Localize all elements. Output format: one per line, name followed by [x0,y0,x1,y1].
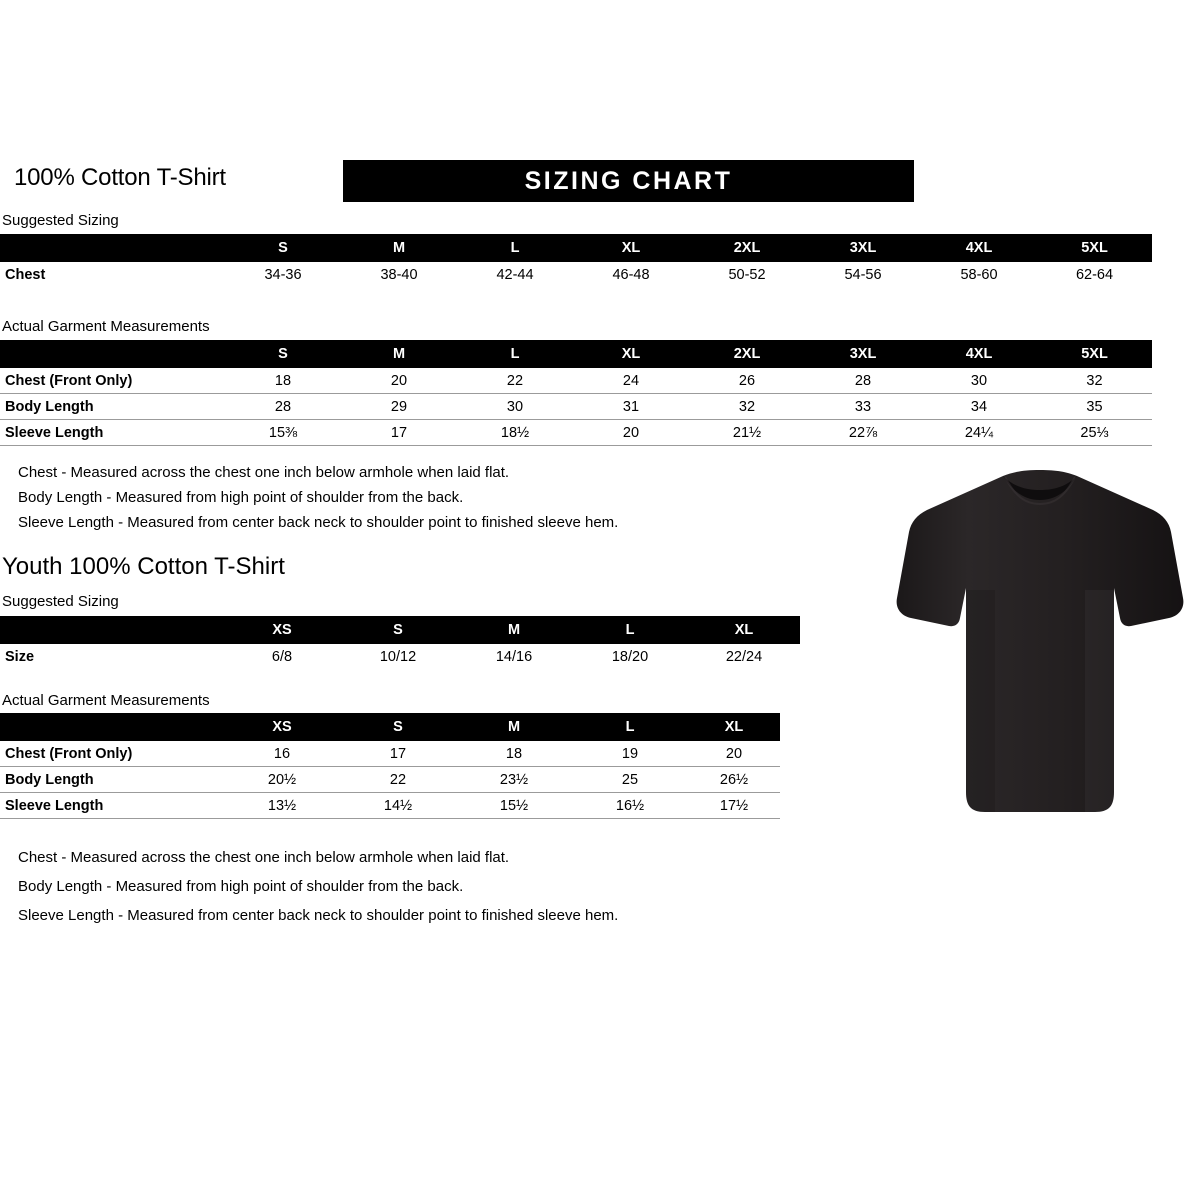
youth-actual-header-1: XS [224,713,340,741]
adult-actual-header-0 [0,340,225,368]
youth-actual-header-row [0,713,780,741]
adult-suggested-row-0-cell-1: 38-40 [380,266,418,283]
youth-actual-row-1-cell-1: 22 [340,767,456,793]
table-row [0,368,1152,394]
youth-suggested-row-0-label: Size [5,648,35,665]
tshirt-illustration [895,470,1185,815]
adult-actual-row-2-cell-0: 15⅜ [225,420,341,446]
youth-suggested-row-0-cell-2: 14/16 [495,648,533,665]
adult-suggested-header-7: 4XL [921,234,1037,262]
adult-actual-row-0-cell-2: 22 [457,368,573,394]
youth-actual-row-1-cell-4: 26½ [688,767,780,793]
youth-actual-row-1-cell-2: 23½ [456,767,572,793]
adult-actual-row-2-cell-5: 22⅞ [805,420,921,446]
adult-actual-header-5: 2XL [689,340,805,368]
youth-suggested-header-1: XS [224,616,340,644]
youth-actual-row-0-label: Chest (Front Only) [0,741,224,767]
adult-suggested-header-5: 2XL [689,234,805,262]
adult-suggested-header-1: S [225,234,341,262]
youth-actual-row-0-cell-2: 18 [456,741,572,767]
youth-actual-row-2-cell-1: 14½ [340,793,456,819]
adult-actual-row-2-cell-3: 20 [573,420,689,446]
youth-actual-header-4: L [572,713,688,741]
youth-actual-header-3: M [456,713,572,741]
youth-suggested-header-row [0,616,800,644]
adult-note-sleeve-length: Sleeve Length - Measured from center back neck to shoulder point to finished sleeve hem. [18,514,619,531]
youth-suggested-header-0 [0,616,224,644]
adult-suggested-header-3: L [457,234,573,262]
adult-actual-row-2-cell-6: 24¼ [921,420,1037,446]
adult-measurement-notes [18,460,618,535]
adult-actual-measurements-table [0,340,1152,446]
adult-actual-row-2-cell-2: 18½ [457,420,573,446]
youth-actual-row-1-cell-0: 20½ [224,767,340,793]
adult-suggested-row-0-cell-5: 54-56 [844,266,882,283]
adult-header [14,160,914,202]
adult-actual-row-1-cell-3: 31 [573,394,689,420]
adult-actual-row-1-cell-4: 32 [689,394,805,420]
youth-measurement-notes [18,843,618,930]
youth-note-body-length: Body Length - Measured from high point of shoulder from the back. [18,878,464,895]
youth-actual-header-2: S [340,713,456,741]
youth-note-chest: Chest - Measured across the chest one inch below armhole when laid flat. [18,849,510,866]
adult-suggested-row-0-cell-7: 62-64 [1075,266,1114,283]
adult-actual-row-2-cell-4: 21½ [689,420,805,446]
youth-actual-row-0-cell-1: 17 [340,741,456,767]
youth-actual-row-2-cell-0: 13½ [224,793,340,819]
youth-actual-header-5: XL [688,713,780,741]
youth-note-sleeve-length: Sleeve Length - Measured from center back neck to shoulder point to finished sleeve hem. [18,907,619,924]
youth-actual-row-2-cell-3: 16½ [572,793,688,819]
youth-suggested-row-0-cell-3: 18/20 [611,648,649,665]
sizing-chart-banner-label: SIZING CHART [524,166,733,195]
adult-suggested-sizing-label: Suggested Sizing [2,212,119,229]
adult-suggested-header-4: XL [573,234,689,262]
table-row [0,793,780,819]
youth-suggested-header-3: M [456,616,572,644]
adult-actual-row-2-cell-1: 17 [341,420,457,446]
youth-actual-row-2-cell-4: 17½ [688,793,780,819]
adult-actual-row-0-label: Chest (Front Only) [0,368,225,394]
adult-suggested-row-0-cell-3: 46-48 [612,266,650,283]
tshirt-icon [895,470,1185,815]
adult-suggested-header-8: 5XL [1037,234,1152,262]
adult-suggested-row-0-cell-6: 58-60 [960,266,998,283]
youth-suggested-row-0-cell-1: 10/12 [379,648,417,665]
adult-actual-row-0-cell-4: 26 [689,368,805,394]
youth-suggested-sizing-table [0,616,800,669]
adult-suggested-row-0-cell-2: 42-44 [496,266,534,283]
adult-suggested-header-6: 3XL [805,234,921,262]
table-row [0,741,780,767]
adult-actual-header-1: S [225,340,341,368]
youth-suggested-sizing-label: Suggested Sizing [2,593,119,610]
adult-actual-row-1-cell-7: 35 [1037,394,1152,420]
adult-actual-header-row [0,340,1152,368]
table-row [0,262,1152,287]
adult-actual-row-0-cell-7: 32 [1037,368,1152,394]
table-row [0,420,1152,446]
adult-actual-row-2-cell-7: 25⅓ [1037,420,1152,446]
youth-suggested-header-4: L [572,616,688,644]
adult-suggested-row-0-cell-0: 34-36 [264,266,302,283]
adult-actual-header-2: M [341,340,457,368]
adult-actual-header-4: XL [573,340,689,368]
sizing-chart-banner [343,160,914,202]
adult-section-title: 100% Cotton T-Shirt [14,164,226,191]
youth-section-title: Youth 100% Cotton T-Shirt [2,553,285,580]
adult-actual-row-0-cell-0: 18 [225,368,341,394]
adult-note-body-length: Body Length - Measured from high point of shoulder from the back. [18,489,464,506]
adult-actual-row-1-cell-6: 34 [921,394,1037,420]
adult-actual-header-7: 4XL [921,340,1037,368]
adult-suggested-header-2: M [341,234,457,262]
adult-suggested-header-row [0,234,1152,262]
adult-actual-row-0-cell-1: 20 [341,368,457,394]
adult-actual-row-2-label: Sleeve Length [0,420,225,446]
adult-actual-row-1-cell-2: 30 [457,394,573,420]
youth-suggested-header-5: XL [688,616,800,644]
table-row [0,767,780,793]
youth-actual-row-2-cell-2: 15½ [456,793,572,819]
adult-suggested-header-0 [0,234,225,262]
youth-actual-row-0-cell-3: 19 [572,741,688,767]
youth-suggested-row-0-cell-0: 6/8 [271,648,293,665]
adult-actual-row-1-cell-1: 29 [341,394,457,420]
youth-actual-row-0-cell-4: 20 [688,741,780,767]
youth-suggested-row-0-cell-4: 22/24 [725,648,763,665]
adult-actual-row-1-cell-0: 28 [225,394,341,420]
youth-suggested-header-2: S [340,616,456,644]
table-row [0,394,1152,420]
adult-actual-header-6: 3XL [805,340,921,368]
youth-actual-row-1-cell-3: 25 [572,767,688,793]
adult-actual-header-8: 5XL [1037,340,1152,368]
adult-suggested-row-0-label: Chest [5,266,46,283]
adult-suggested-row-0-cell-4: 50-52 [728,266,766,283]
youth-actual-measurements-label: Actual Garment Measurements [2,692,210,709]
adult-actual-measurements-label: Actual Garment Measurements [2,318,210,335]
adult-actual-row-0-cell-3: 24 [573,368,689,394]
youth-actual-measurements-table [0,713,780,819]
table-row [0,644,800,669]
adult-suggested-sizing-table [0,234,1152,287]
youth-actual-row-2-label: Sleeve Length [0,793,224,819]
adult-actual-header-3: L [457,340,573,368]
adult-note-chest: Chest - Measured across the chest one inch below armhole when laid flat. [18,464,510,481]
adult-actual-row-0-cell-6: 30 [921,368,1037,394]
youth-actual-row-1-label: Body Length [0,767,224,793]
youth-actual-row-0-cell-0: 16 [224,741,340,767]
adult-actual-row-0-cell-5: 28 [805,368,921,394]
adult-actual-row-1-label: Body Length [0,394,225,420]
adult-actual-row-1-cell-5: 33 [805,394,921,420]
youth-actual-header-0 [0,713,224,741]
